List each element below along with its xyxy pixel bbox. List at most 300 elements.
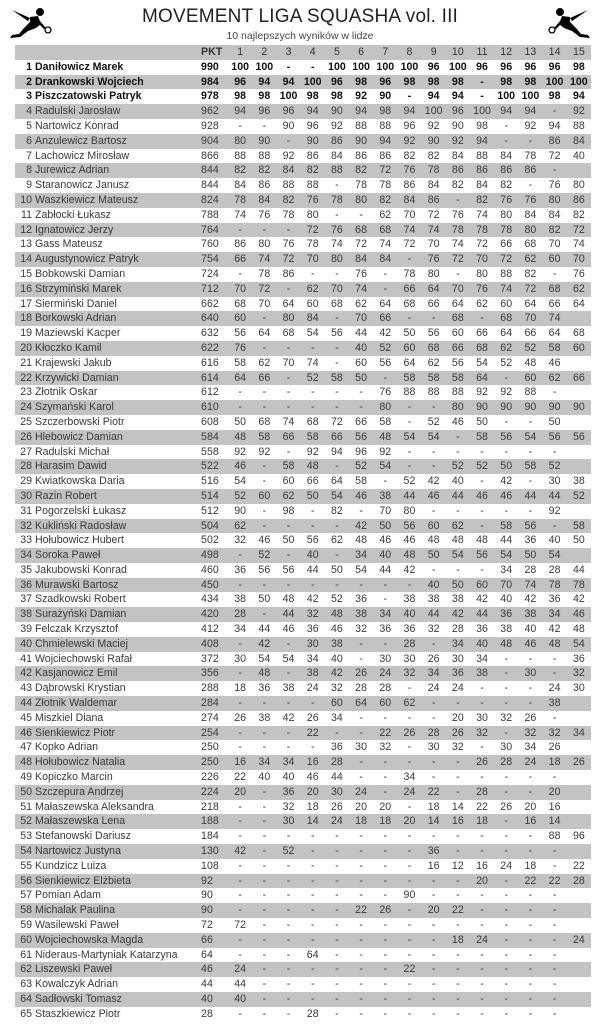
round-score: 28 — [451, 623, 464, 636]
round-score: 38 — [234, 593, 247, 606]
round-score: 70 — [427, 238, 440, 251]
round-score: - — [552, 859, 557, 872]
round-score: 18 — [427, 800, 440, 813]
round-score — [567, 918, 591, 933]
round-score: 24 — [330, 815, 343, 828]
round-score: 68 — [427, 341, 440, 354]
round-score: - — [262, 460, 267, 473]
round-score: 36 — [403, 623, 416, 636]
round-score: 50 — [330, 563, 343, 576]
round-score: 48 — [379, 430, 392, 443]
round-score: - — [310, 830, 315, 843]
points-total: 274 — [201, 711, 219, 724]
round-score: - — [286, 889, 291, 902]
round-score: 14 — [451, 800, 464, 813]
round-score: 48 — [282, 593, 295, 606]
round-score: 20 — [451, 711, 464, 724]
rank: 41 — [20, 652, 32, 665]
column-header-round-14: 14 — [548, 46, 561, 58]
round-score: - — [456, 845, 460, 858]
round-score: - — [238, 637, 242, 650]
round-score: 42 — [306, 593, 319, 606]
column-header-round-2: 2 — [261, 46, 268, 58]
round-score: - — [238, 859, 242, 872]
round-score: 76 — [355, 267, 367, 280]
round-score: 64 — [306, 948, 319, 961]
round-score: 72 — [572, 223, 585, 236]
round-score: - — [383, 948, 388, 961]
round-score: 84 — [427, 179, 440, 192]
round-score — [567, 459, 591, 474]
round-score: 34 — [306, 652, 319, 665]
round-score: 32 — [451, 741, 464, 754]
round-score: - — [431, 874, 436, 887]
round-score: 86 — [258, 179, 271, 192]
round-score: - — [552, 978, 557, 991]
round-score: - — [528, 475, 533, 488]
round-score: 92 — [355, 90, 367, 103]
round-score: - — [383, 756, 388, 769]
round-score: 24 — [548, 682, 561, 695]
points-total: 90 — [201, 904, 213, 917]
table-row — [15, 962, 591, 977]
round-score: 54 — [451, 549, 464, 562]
round-score: - — [238, 223, 242, 236]
round-score: 18 — [355, 815, 367, 828]
round-score: - — [480, 504, 484, 517]
round-score: 82 — [572, 208, 585, 221]
round-score: 62 — [572, 282, 585, 295]
points-total: 72 — [201, 919, 213, 932]
round-score: - — [238, 267, 242, 280]
table-row — [15, 223, 591, 238]
round-score: - — [359, 919, 363, 932]
round-score: 30 — [234, 652, 247, 665]
round-score: 38 — [330, 637, 343, 650]
round-score: - — [262, 963, 267, 976]
round-score: 36 — [234, 563, 247, 576]
round-score: 42 — [403, 563, 416, 576]
round-score: 94 — [379, 134, 392, 147]
round-score: 94 — [524, 105, 537, 118]
round-score: - — [528, 415, 533, 428]
round-score: - — [262, 919, 267, 932]
player-name: Sienkiewicz Elżbieta — [35, 874, 131, 887]
round-score: 94 — [234, 105, 247, 118]
round-score: 58 — [524, 460, 537, 473]
round-score: - — [431, 963, 436, 976]
round-score: - — [456, 430, 460, 443]
round-score: 84 — [355, 253, 367, 266]
round-score: 68 — [524, 238, 537, 251]
round-score: - — [383, 593, 388, 606]
round-score: 44 — [355, 327, 367, 340]
round-score — [567, 800, 591, 815]
rank: 20 — [20, 341, 32, 354]
round-score: 66 — [427, 297, 440, 310]
round-score: 30 — [403, 652, 416, 665]
round-score: - — [431, 993, 436, 1005]
round-score: 74 — [548, 312, 561, 325]
round-score: - — [480, 741, 484, 754]
points-total: 754 — [201, 253, 219, 266]
player-name: Zabłocki Łukasz — [35, 208, 111, 221]
round-score: - — [262, 223, 267, 236]
table-row — [15, 755, 591, 770]
points-total: 640 — [201, 312, 219, 325]
table-row — [15, 356, 591, 371]
round-score: - — [310, 401, 315, 414]
table-body — [15, 60, 591, 1022]
player-cell — [15, 489, 201, 504]
round-score: 86 — [451, 164, 464, 177]
round-score: 90 — [548, 401, 561, 414]
player-cell — [15, 459, 201, 474]
round-score: 40 — [500, 593, 513, 606]
table-row — [15, 193, 591, 208]
player-name: Kowalczyk Adrian — [35, 978, 119, 991]
round-score: - — [359, 978, 363, 991]
round-score: 34 — [330, 711, 343, 724]
round-score: 90 — [379, 90, 392, 103]
round-score: - — [262, 889, 267, 902]
player-name: Murawski Bartosz — [35, 578, 119, 591]
round-score: 100 — [473, 105, 491, 118]
round-score: - — [359, 386, 363, 399]
round-score: 94 — [258, 75, 271, 88]
round-score: - — [504, 682, 508, 695]
round-score: - — [504, 889, 508, 902]
table-row — [15, 208, 591, 223]
player-cell — [15, 193, 201, 208]
table-row — [15, 652, 591, 667]
round-score: - — [310, 859, 315, 872]
round-score: - — [504, 415, 508, 428]
round-score: 72 — [282, 253, 295, 266]
round-score: 68 — [403, 297, 416, 310]
round-score: 40 — [282, 771, 295, 784]
round-score: - — [480, 889, 484, 902]
round-score: 68 — [548, 282, 561, 295]
rank: 30 — [20, 489, 32, 502]
round-score: - — [359, 771, 363, 784]
round-score: 66 — [451, 341, 464, 354]
round-score: 50 — [451, 578, 464, 591]
round-score: 40 — [451, 475, 464, 488]
round-score: - — [262, 312, 267, 325]
round-score: 66 — [476, 327, 488, 340]
round-score: 80 — [306, 208, 319, 221]
round-score: 24 — [403, 785, 416, 798]
round-score: 46 — [258, 534, 271, 547]
round-score: 22 — [379, 726, 392, 739]
table-row — [15, 681, 591, 696]
round-score: 20 — [403, 815, 416, 828]
round-score: 96 — [476, 60, 488, 73]
round-score: - — [310, 919, 315, 932]
points-total: 584 — [201, 430, 219, 443]
round-score: 38 — [476, 667, 488, 680]
round-score: 80 — [476, 267, 488, 280]
rank: 16 — [20, 282, 32, 295]
points-total: 412 — [201, 623, 219, 636]
round-score: 76 — [427, 253, 440, 266]
round-score: 40 — [572, 149, 585, 162]
points-total: 610 — [201, 401, 219, 414]
player-cell — [15, 237, 201, 252]
rank: 35 — [20, 563, 32, 576]
round-score: 94 — [306, 105, 319, 118]
round-score: - — [286, 401, 291, 414]
round-score: 76 — [258, 208, 271, 221]
player-cell — [15, 814, 201, 829]
round-score — [567, 356, 591, 371]
round-score: - — [480, 90, 484, 103]
rank: 57 — [20, 889, 32, 902]
table-row — [15, 992, 591, 1007]
round-score: - — [238, 741, 242, 754]
rank: 8 — [26, 164, 32, 177]
round-score: 98 — [282, 504, 295, 517]
round-score: 40 — [524, 623, 537, 636]
player-name: Chmielewski Maciej — [35, 637, 129, 650]
player-name: Maziewski Kacper — [35, 327, 121, 340]
round-score: 70 — [330, 282, 343, 295]
round-score: 64 — [427, 282, 440, 295]
round-score: 100 — [303, 75, 322, 88]
round-score: 70 — [572, 253, 585, 266]
round-score: - — [456, 445, 460, 458]
points-total: 712 — [201, 282, 219, 295]
round-score: 50 — [500, 460, 513, 473]
player-cell — [15, 415, 201, 430]
player-name: Daniłowicz Marek — [35, 60, 124, 73]
round-score: 32 — [524, 726, 537, 739]
round-score: 86 — [234, 238, 247, 251]
round-score: 74 — [403, 223, 416, 236]
round-score: - — [480, 563, 484, 576]
round-score: - — [383, 475, 388, 488]
round-score: - — [480, 519, 484, 532]
round-score — [567, 977, 591, 992]
player-cell — [15, 267, 201, 282]
round-score: 54 — [355, 563, 367, 576]
round-score: 84 — [306, 312, 319, 325]
round-score: 44 — [282, 608, 295, 621]
round-score: - — [528, 179, 533, 192]
round-score: 48 — [330, 608, 343, 621]
points-total: 434 — [201, 593, 219, 606]
rank: 37 — [20, 593, 32, 606]
round-score: - — [383, 371, 388, 384]
round-score: 90 — [572, 401, 585, 414]
round-score: - — [359, 963, 363, 976]
round-score: 54 — [500, 549, 513, 562]
round-score: - — [552, 667, 557, 680]
round-score: 98 — [451, 75, 464, 88]
rank: 61 — [20, 948, 32, 961]
round-score: 52 — [234, 489, 247, 502]
player-name: Gass Mateusz — [35, 238, 103, 251]
round-score: 34 — [427, 667, 440, 680]
round-score: - — [431, 771, 436, 784]
column-header-round-7: 7 — [382, 46, 389, 58]
round-score: 100 — [497, 90, 516, 103]
round-score: - — [407, 578, 412, 591]
round-score: 30 — [282, 815, 295, 828]
rank: 44 — [20, 697, 32, 710]
round-score: - — [262, 741, 267, 754]
round-score: - — [504, 1007, 508, 1020]
round-score: 92 — [306, 445, 319, 458]
round-score: - — [383, 637, 388, 650]
round-score: 34 — [451, 637, 464, 650]
round-score — [567, 711, 591, 726]
round-score: 76 — [524, 193, 537, 206]
round-score: - — [310, 889, 315, 902]
round-score: - — [238, 815, 242, 828]
round-score: - — [335, 933, 339, 946]
round-score: - — [238, 889, 242, 902]
round-score: - — [359, 756, 363, 769]
player-cell — [15, 903, 201, 918]
round-score: 40 — [476, 637, 488, 650]
points-total: 188 — [201, 815, 219, 828]
points-total: 90 — [201, 889, 213, 902]
round-score: 68 — [234, 297, 247, 310]
round-score: 98 — [355, 75, 367, 88]
table-row — [15, 637, 591, 652]
column-header-round-9: 9 — [430, 46, 437, 58]
player-cell — [15, 681, 201, 696]
rank: 15 — [20, 267, 32, 280]
round-score: - — [552, 889, 557, 902]
round-score: 58 — [258, 430, 271, 443]
player-name: Złotnik Oskar — [35, 386, 98, 399]
round-score: 28 — [500, 756, 513, 769]
round-score: 34 — [548, 608, 561, 621]
round-score — [567, 385, 591, 400]
round-score: 90 — [330, 105, 343, 118]
round-score: 80 — [379, 401, 392, 414]
round-score: - — [552, 771, 557, 784]
round-score: 96 — [403, 119, 416, 132]
round-score: 26 — [330, 800, 343, 813]
round-score: - — [528, 830, 533, 843]
player-name: Szymański Karol — [35, 401, 114, 414]
round-score — [567, 770, 591, 785]
round-score: 42 — [258, 637, 271, 650]
round-score: 22 — [403, 963, 416, 976]
player-cell — [15, 740, 201, 755]
round-score: - — [383, 1007, 388, 1020]
rank: 46 — [20, 726, 32, 739]
round-score: 36 — [476, 623, 488, 636]
player-name: Nideraus-Martyniak Katarzyna — [35, 948, 178, 961]
round-score: 24 — [451, 682, 464, 695]
round-score: 60 — [306, 297, 319, 310]
round-score: - — [528, 445, 533, 458]
round-score: - — [431, 1007, 436, 1020]
round-score: 62 — [476, 297, 488, 310]
player-name: Kwiatkowska Daria — [35, 475, 125, 488]
round-score: 78 — [427, 164, 440, 177]
round-score: 30 — [306, 637, 319, 650]
round-score: 56 — [234, 327, 247, 340]
round-score: 26 — [355, 667, 367, 680]
table-row — [15, 459, 591, 474]
round-score: 50 — [379, 519, 392, 532]
round-score: - — [359, 1007, 363, 1020]
round-score: 92 — [403, 134, 416, 147]
round-score: 56 — [355, 430, 367, 443]
round-score: 72 — [451, 253, 464, 266]
round-score: - — [407, 682, 412, 695]
points-total: 662 — [201, 297, 219, 310]
round-score: 54 — [379, 460, 392, 473]
round-score: - — [359, 933, 363, 946]
round-score: - — [480, 771, 484, 784]
round-score: 46 — [427, 489, 440, 502]
round-score — [567, 740, 591, 755]
round-score: - — [407, 1007, 412, 1020]
round-score: 22 — [306, 726, 319, 739]
round-score: 98 — [258, 90, 271, 103]
player-name: Kłoczko Kamil — [35, 341, 102, 354]
round-score: 24 — [572, 933, 585, 946]
round-score: - — [552, 993, 557, 1005]
round-score: 88 — [476, 149, 488, 162]
round-score: 100 — [376, 60, 395, 73]
round-score: 94 — [548, 119, 561, 132]
round-score: 44 — [258, 623, 271, 636]
round-score: 60 — [572, 341, 585, 354]
round-score: 28 — [427, 726, 440, 739]
round-score: 96 — [548, 60, 561, 73]
round-score: 60 — [427, 519, 440, 532]
round-score: 66 — [379, 312, 392, 325]
round-score: 50 — [355, 371, 367, 384]
round-score: 22 — [355, 904, 367, 917]
player-cell — [15, 637, 201, 652]
round-score: - — [407, 711, 412, 724]
player-cell — [15, 430, 201, 445]
round-score — [567, 992, 591, 1007]
round-score: 60 — [330, 697, 343, 710]
player-cell — [15, 75, 201, 90]
round-score: - — [286, 667, 291, 680]
round-score: 48 — [572, 623, 585, 636]
rank: 62 — [20, 963, 32, 976]
round-score: 28 — [355, 682, 367, 695]
round-score: 92 — [330, 119, 343, 132]
round-score: 76 — [500, 193, 513, 206]
round-score: 28 — [572, 874, 585, 887]
round-score: - — [480, 75, 484, 88]
round-score: 98 — [500, 75, 513, 88]
player-name: Jakubowski Konrad — [35, 563, 127, 576]
round-score: - — [238, 726, 242, 739]
round-score: - — [359, 993, 363, 1005]
round-score: - — [310, 978, 315, 991]
round-score — [567, 696, 591, 711]
round-score: - — [504, 993, 508, 1005]
round-score: 44 — [548, 489, 561, 502]
points-total: 764 — [201, 223, 219, 236]
round-score: - — [407, 845, 412, 858]
rank: 18 — [20, 312, 32, 325]
player-name: Ignatowicz Jerzy — [35, 223, 114, 236]
